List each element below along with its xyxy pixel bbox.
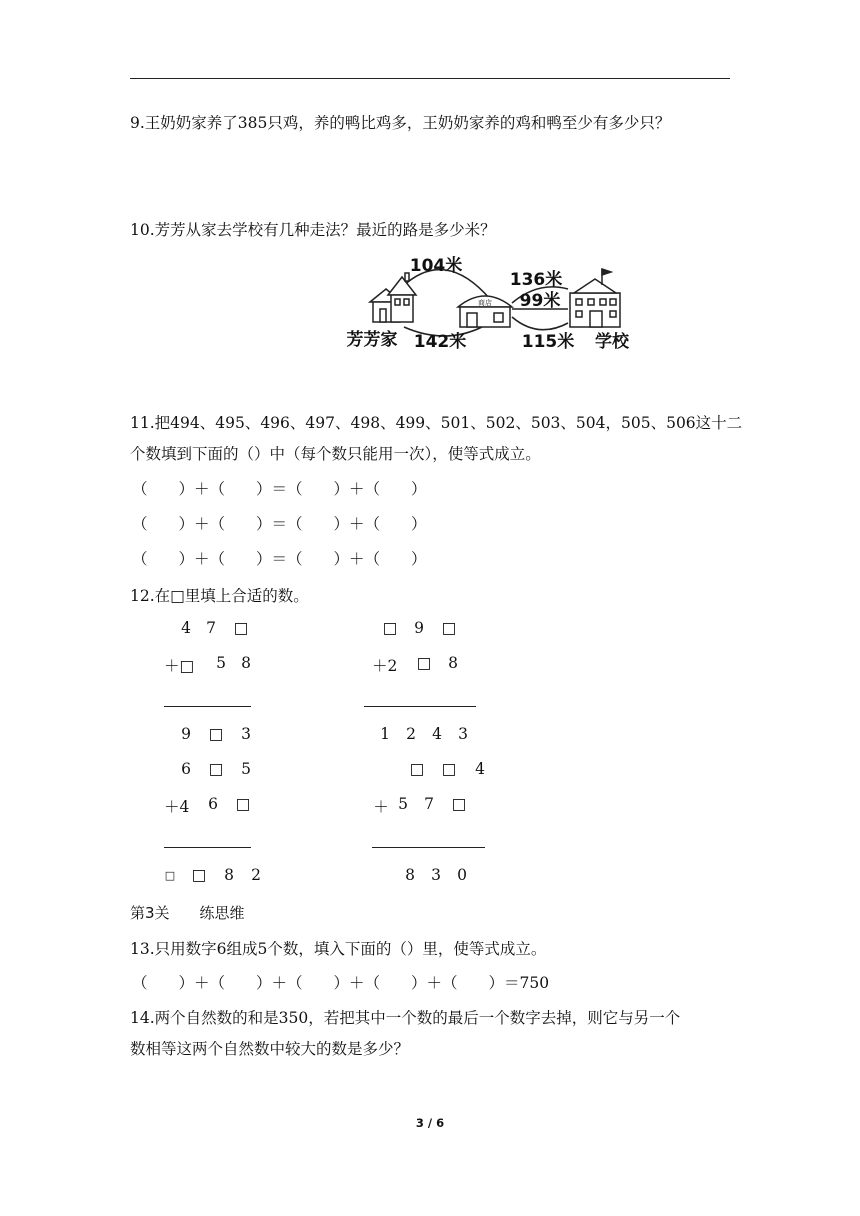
shop-label: 商店 (478, 299, 492, 307)
equation-row: （ ）＋（ ）＝（ ）＋（ ） (132, 515, 427, 533)
blank-box[interactable]: □ (208, 725, 224, 743)
blank-box[interactable]: □ (416, 654, 432, 672)
home-house-icon (370, 273, 416, 322)
equation-row: （ ）＋（ ）＝（ ）＋（ ） (132, 550, 427, 568)
blank-box[interactable]: □ (191, 866, 207, 884)
sum-line (364, 706, 476, 707)
route-map-figure (340, 247, 640, 359)
blank-box[interactable]: □ (451, 795, 467, 813)
section-3-heading: 第3关 练思维 (130, 904, 245, 922)
plus-sign: ＋ (373, 798, 389, 816)
question-13: 13.只用数字6组成5个数，填入下面的（）里，使等式成立。 (130, 940, 547, 958)
school-label: 学校 (595, 332, 629, 352)
digit: ＋2 (372, 657, 398, 675)
digit: 6 (181, 760, 191, 778)
digit: 8 (224, 866, 234, 884)
digit: 0 (457, 866, 467, 884)
header-rule (130, 78, 730, 79)
question-12: 12.在□里填上合适的数。 (130, 587, 309, 605)
route-arc-bottom-right (512, 317, 568, 330)
digit: 9 (414, 619, 424, 637)
digit: 3 (241, 725, 251, 743)
digit: 2 (406, 725, 416, 743)
route-label-142: 142米 (413, 332, 467, 352)
question-14-line-2: 数相等这两个自然数中较大的数是多少？ (130, 1040, 410, 1058)
digit: 8 (405, 866, 415, 884)
blank-box[interactable]: □ (235, 795, 251, 813)
question-10: 10.芳芳从家去学校有几种走法？最近的路是多少米？ (130, 221, 496, 239)
digit: ＋□ (164, 657, 195, 675)
blank-box[interactable]: □ (409, 760, 425, 778)
home-label: 芳芳家 (346, 330, 398, 350)
route-label-104: 104米 (409, 256, 463, 276)
digit: 4 (181, 619, 191, 637)
page-number: 3 / 6 (415, 1116, 445, 1130)
blank-box[interactable]: □ (441, 760, 457, 778)
blank-box[interactable]: □ (208, 760, 224, 778)
digit: 1 (380, 725, 390, 743)
digit: ＋4 (164, 798, 190, 816)
question-11-line-1: 11.把494、495、496、497、498、499、501、502、503、504，505、506这十二 (130, 414, 743, 432)
question-14-line-1: 14.两个自然数的和是350，若把其中一个数的最后一个数字去掉，则它与另一个 (130, 1009, 681, 1027)
digit: 9 (181, 725, 191, 743)
digit: 2 (251, 866, 261, 884)
school-building-icon (570, 269, 620, 327)
question-11-line-2: 个数填到下面的（）中（每个数只能用一次），使等式成立。 (130, 445, 541, 463)
blank-box-small[interactable]: □ (164, 869, 176, 882)
digit: 5 (241, 760, 251, 778)
digit: 7 (424, 795, 434, 813)
digit: 8 (448, 654, 458, 672)
digit: 4 (475, 760, 485, 778)
blank-box[interactable]: □ (382, 619, 398, 637)
digit: 3 (458, 725, 468, 743)
blank-box[interactable]: □ (441, 619, 457, 637)
sum-line (164, 706, 251, 707)
route-label-115: 115米 (521, 332, 575, 352)
equation-row: （ ）＋（ ）＝（ ）＋（ ） (132, 480, 427, 498)
sum-line (372, 847, 485, 848)
route-label-99: 99米 (519, 291, 561, 311)
question-9: 9.王奶奶家养了385只鸡，养的鸭比鸡多，王奶奶家养的鸡和鸭至少有多少只？ (130, 114, 671, 132)
digit: 6 (208, 795, 218, 813)
question-13-equation: （ ）＋（ ）＋（ ）＋（ ）＋（ ）＝750 (132, 974, 550, 992)
sum-line (164, 847, 251, 848)
digit: 5 (216, 654, 226, 672)
digit: 5 (398, 795, 408, 813)
digit: 7 (206, 619, 216, 637)
route-label-136: 136米 (509, 270, 563, 290)
digit: 4 (432, 725, 442, 743)
digit: 3 (431, 866, 441, 884)
digit: 8 (241, 654, 251, 672)
blank-box[interactable]: □ (233, 619, 249, 637)
